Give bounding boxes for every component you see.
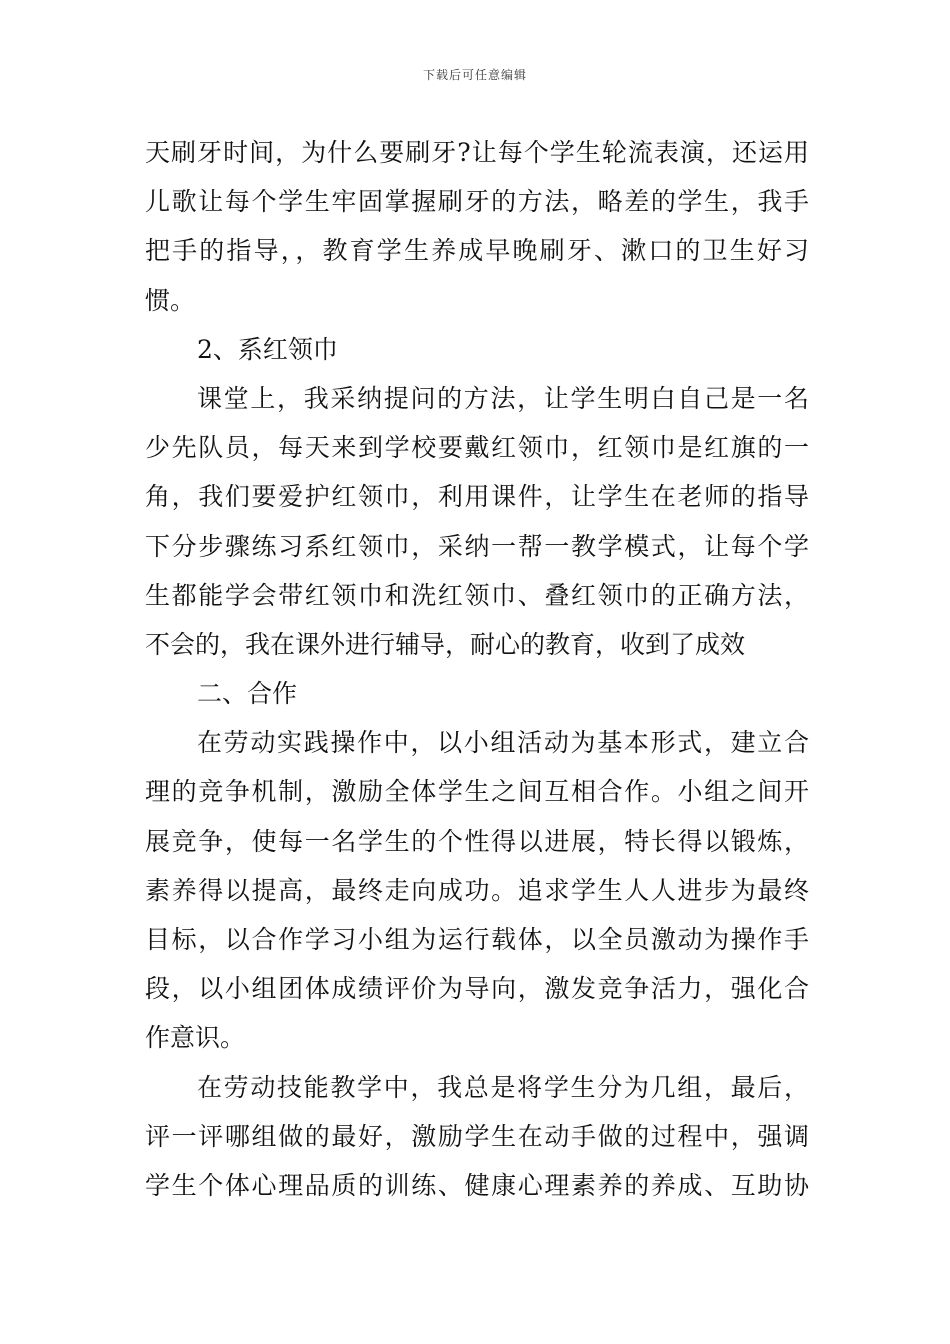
text-line: 把手的指导，，教育学生养成早晚刷牙、漱口的卫生好习 [145, 236, 809, 266]
text-line: 二、合作 [197, 679, 298, 709]
text-line: 天刷牙时间，为什么要刷牙?让每个学生轮流表演，还运用 [145, 138, 809, 167]
text-line: 生都能学会带红领巾和洗红领巾、叠红领巾的正确方法， [145, 580, 809, 610]
text-line: 理的竞争机制，激励全体学生之间互相合作。小组之间开 [145, 777, 809, 807]
text-line: 在劳动实践操作中，以小组活动为基本形式，建立合 [197, 728, 809, 758]
document-body [145, 128, 809, 1210]
text-line: 少先队员，每天来到学校要戴红领巾，红领巾是红旗的一 [145, 433, 809, 463]
text-line: 素养得以提高，最终走向成功。追求学生人人进步为最终 [145, 875, 809, 905]
text-line: 惯。 [145, 285, 196, 315]
text-line: 学生个体心理品质的训练、健康心理素养的养成、互助协 [145, 1170, 809, 1200]
text-line: 目标，以合作学习小组为运行载体，以全员激动为操作手 [145, 925, 809, 954]
page-header-note: 下载后可任意编辑 [422, 68, 527, 82]
text-line: 段，以小组团体成绩评价为导向，激发竞争活力，强化合 [145, 974, 809, 1004]
text-line: 评一评哪组做的最好，激励学生在动手做的过程中，强调 [145, 1121, 809, 1151]
text-line: 课堂上，我采纳提问的方法，让学生明白自己是一名 [197, 383, 809, 413]
text-line: 2、系红领巾 [197, 334, 338, 364]
text-line: 儿歌让每个学生牢固掌握刷牙的方法，略差的学生，我手 [145, 187, 809, 217]
text-line: 角，我们要爱护红领巾，利用课件，让学生在老师的指导 [145, 482, 809, 512]
text-line: 下分步骤练习系红领巾，采纳一帮一教学模式，让每个学 [145, 531, 809, 561]
text-line: 在劳动技能教学中，我总是将学生分为几组，最后， [197, 1072, 809, 1102]
text-line: 不会的，我在课外进行辅导，耐心的教育，收到了成效 [145, 629, 746, 659]
text-line: 作意识。 [145, 1023, 246, 1053]
text-line: 展竞争，使每一名学生的个性得以进展，特长得以锻炼， [145, 826, 809, 856]
